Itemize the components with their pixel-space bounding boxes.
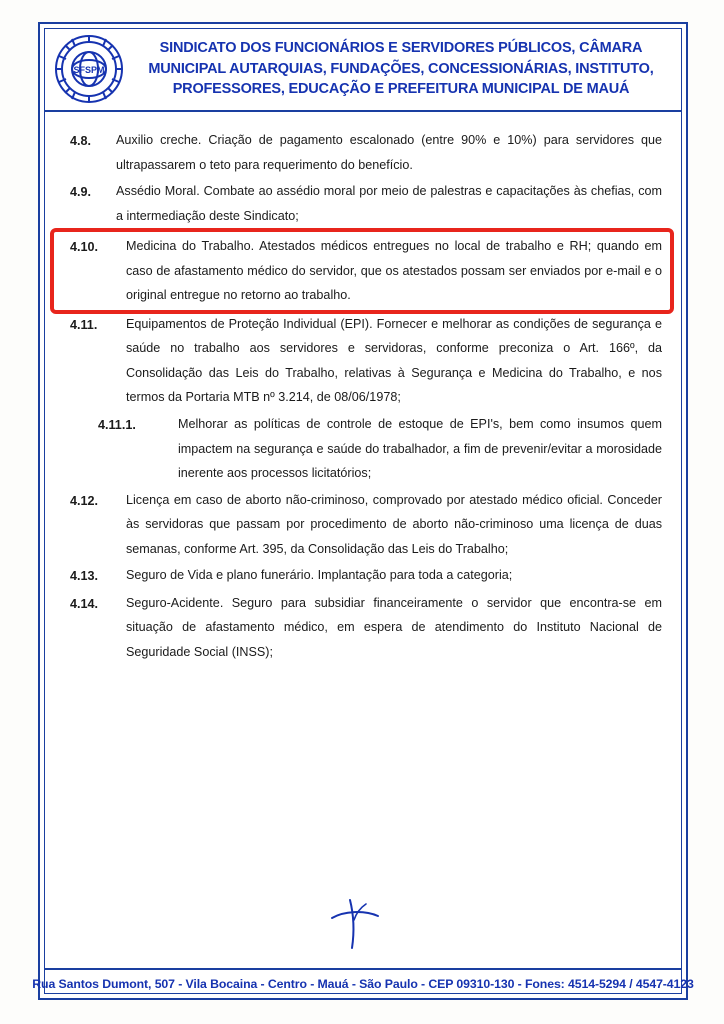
header-title bbox=[130, 38, 682, 100]
clause-4-11-1 bbox=[70, 412, 662, 486]
clause-number: 4.14. bbox=[70, 596, 99, 611]
document-header bbox=[44, 28, 682, 112]
clause-4-11 bbox=[70, 312, 662, 410]
clause-4-14 bbox=[70, 591, 662, 665]
clause-text: Seguro de Vida e plano funerário. Implantação para toda a categoria; bbox=[126, 568, 513, 583]
union-emblem-logo bbox=[48, 31, 130, 107]
clause-4-13 bbox=[70, 563, 662, 589]
clause-4-9 bbox=[70, 179, 662, 228]
clause-text: Equipamentos de Proteção Individual (EPI). Fornecer e melhorar as condições de segurança e saúde no trabalho aos servidores e servidoras, conforme preconiza o Art. 166º, da Consolidação das Leis do Trabalho, relativas à Segurança e Medicina do Trabalho, e nos termos da Portaria MTB nº 3.214, de 08/06/1978; bbox=[126, 316, 662, 405]
clause-4-12 bbox=[70, 488, 662, 562]
clause-4-8 bbox=[70, 128, 662, 177]
clause-text: Assédio Moral. Combate ao assédio moral por meio de palestras e capacitações às chefias, com a intermediação deste Sindicato; bbox=[116, 184, 662, 223]
clause-number: 4.11.1. bbox=[98, 418, 136, 433]
clause-number: 4.11. bbox=[70, 317, 98, 332]
clause-number: 4.9. bbox=[70, 185, 92, 200]
clause-text: Medicina do Trabalho. Atestados médicos entregues no local de trabalho e RH; quando em caso de afastamento médico do servidor, que os atestados possam ser enviados por e-mail e o original entregue no retorno ao trabalho. bbox=[126, 239, 662, 303]
clause-number: 4.10. bbox=[70, 240, 99, 255]
clause-text: Seguro-Acidente. Seguro para subsidiar financeiramente o servidor que encontra-se em situação de afastamento médico, em espera de atendimento do Instituto Nacional de Seguridade Social (INSS); bbox=[126, 595, 662, 659]
clause-text: Melhorar as políticas de controle de estoque de EPI's, bem como insumos quem impactem na segurança e saúde do trabalhador, a fim de prevenir/evitar a morosidade inerente aos processos licitatórios; bbox=[178, 417, 662, 481]
svg-text:SFSPM: SFSPM bbox=[73, 65, 105, 75]
header-title-line2: MUNICIPAL AUTARQUIAS, FUNDAÇÕES, CONCESSIONÁRIAS, INSTITUTO, bbox=[148, 60, 654, 77]
clause-number: 4.12. bbox=[70, 493, 99, 508]
header-title-line3: PROFESSORES, EDUCAÇÃO E PREFEITURA MUNICIPAL DE MAUÁ bbox=[172, 81, 630, 98]
clause-text: Auxilio creche. Criação de pagamento escalonado (entre 90% e 10%) para servidores que ultrapassarem o teto para requerimento do benefício. bbox=[116, 133, 662, 172]
highlighted-clause-region bbox=[70, 234, 662, 308]
header-title-line1: SINDICATO DOS FUNCIONÁRIOS E SERVIDORES PÚBLICOS, CÂMARA bbox=[159, 40, 643, 57]
clause-4-10 bbox=[70, 234, 662, 308]
document-body bbox=[46, 118, 680, 958]
clause-text: Licença em caso de aborto não-criminoso, comprovado por atestado médico oficial. Conceder às servidoras que passam por procedimento de aborto não-criminoso uma licença de duas semanas, conforme Art. 395, da Consolidação das Leis do Trabalho; bbox=[126, 492, 662, 556]
handwritten-signature-mark bbox=[320, 898, 390, 950]
clause-number: 4.13. bbox=[70, 569, 99, 584]
clause-number: 4.8. bbox=[70, 134, 92, 148]
footer-address-text: Rua Santos Dumont, 507 - Vila Bocaina - Centro - Mauá - São Paulo - CEP 09310-130 - Fones: 4514-5294 / 4547-4123 bbox=[32, 977, 694, 991]
document-footer bbox=[32, 968, 694, 998]
